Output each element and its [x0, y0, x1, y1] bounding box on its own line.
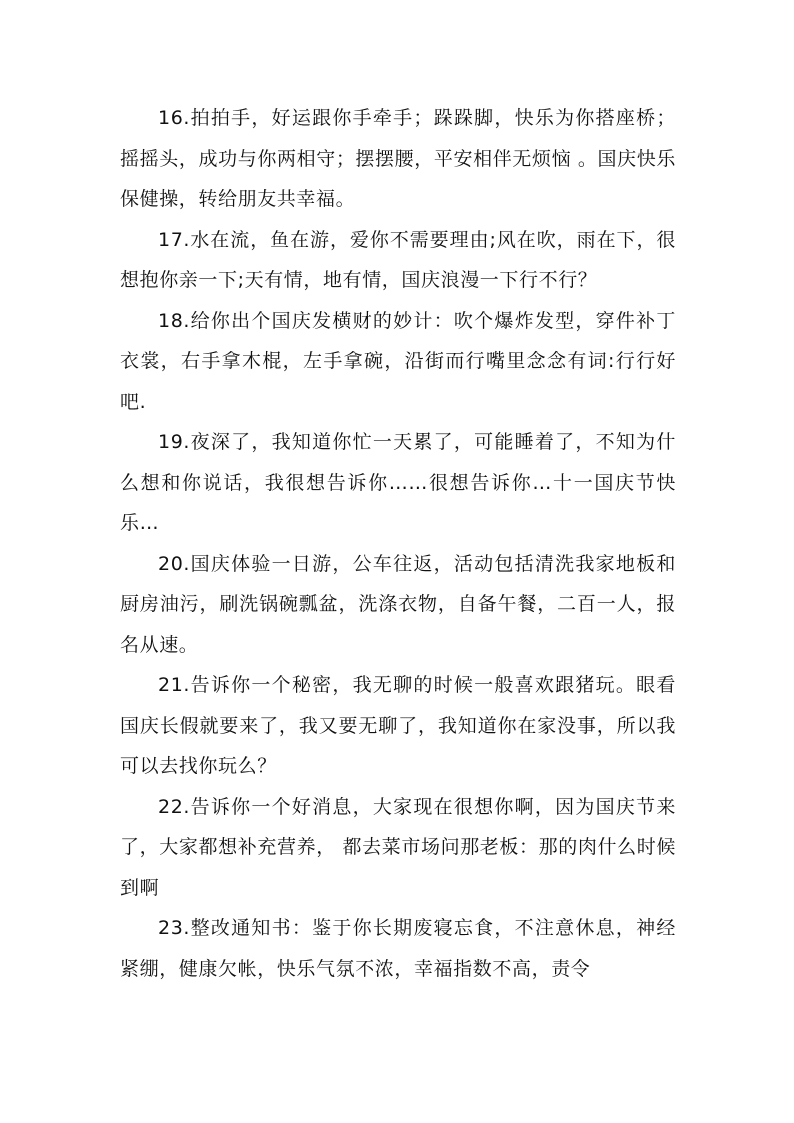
paragraph-19: 19.夜深了，我知道你忙一天累了，可能睡着了，不知为什么想和你说话，我很想告诉你……很想告诉你…十一国庆节快乐…	[120, 431, 676, 534]
document-body	[120, 98, 676, 989]
paragraph-16: 16.拍拍手，好运跟你手牵手；跺跺脚，快乐为你搭座桥；摇摇头，成功与你两相守；摆摆腰，平安相伴无烦恼 。国庆快乐保健操，转给朋友共幸福。	[120, 107, 676, 210]
paragraph-18: 18.给你出个国庆发横财的妙计：吹个爆炸发型，穿件补丁衣裳，右手拿木棍，左手拿碗，沿街而行嘴里念念有词:行行好吧.	[120, 309, 676, 413]
paragraph-20: 20.国庆体验一日游，公车往返，活动包括清洗我家地板和厨房油污，刷洗锅碗瓢盆，洗涤衣物，自备午餐，二百一人，报名从速。	[120, 552, 676, 656]
paragraph-21: 21.告诉你一个秘密，我无聊的时候一般喜欢跟猪玩。眼看国庆长假就要来了，我又要无聊了，我知道你在家没事，所以我可以去找你玩么？	[120, 674, 676, 777]
paragraph-22: 22.告诉你一个好消息，大家现在很想你啊，因为国庆节来了，大家都想补充营养， 都去菜市场问那老板：那的肉什么时候到啊	[120, 795, 676, 899]
paragraph-23: 23.整改通知书：鉴于你长期废寝忘食，不注意休息，神经紧绷，健康欠帐，快乐气氛不浓，幸福指数不高，责令	[120, 917, 676, 980]
paragraph-17: 17.水在流，鱼在游，爱你不需要理由;风在吹，雨在下，很想抱你亲一下;天有情，地有情，国庆浪漫一下行不行？	[120, 228, 676, 291]
